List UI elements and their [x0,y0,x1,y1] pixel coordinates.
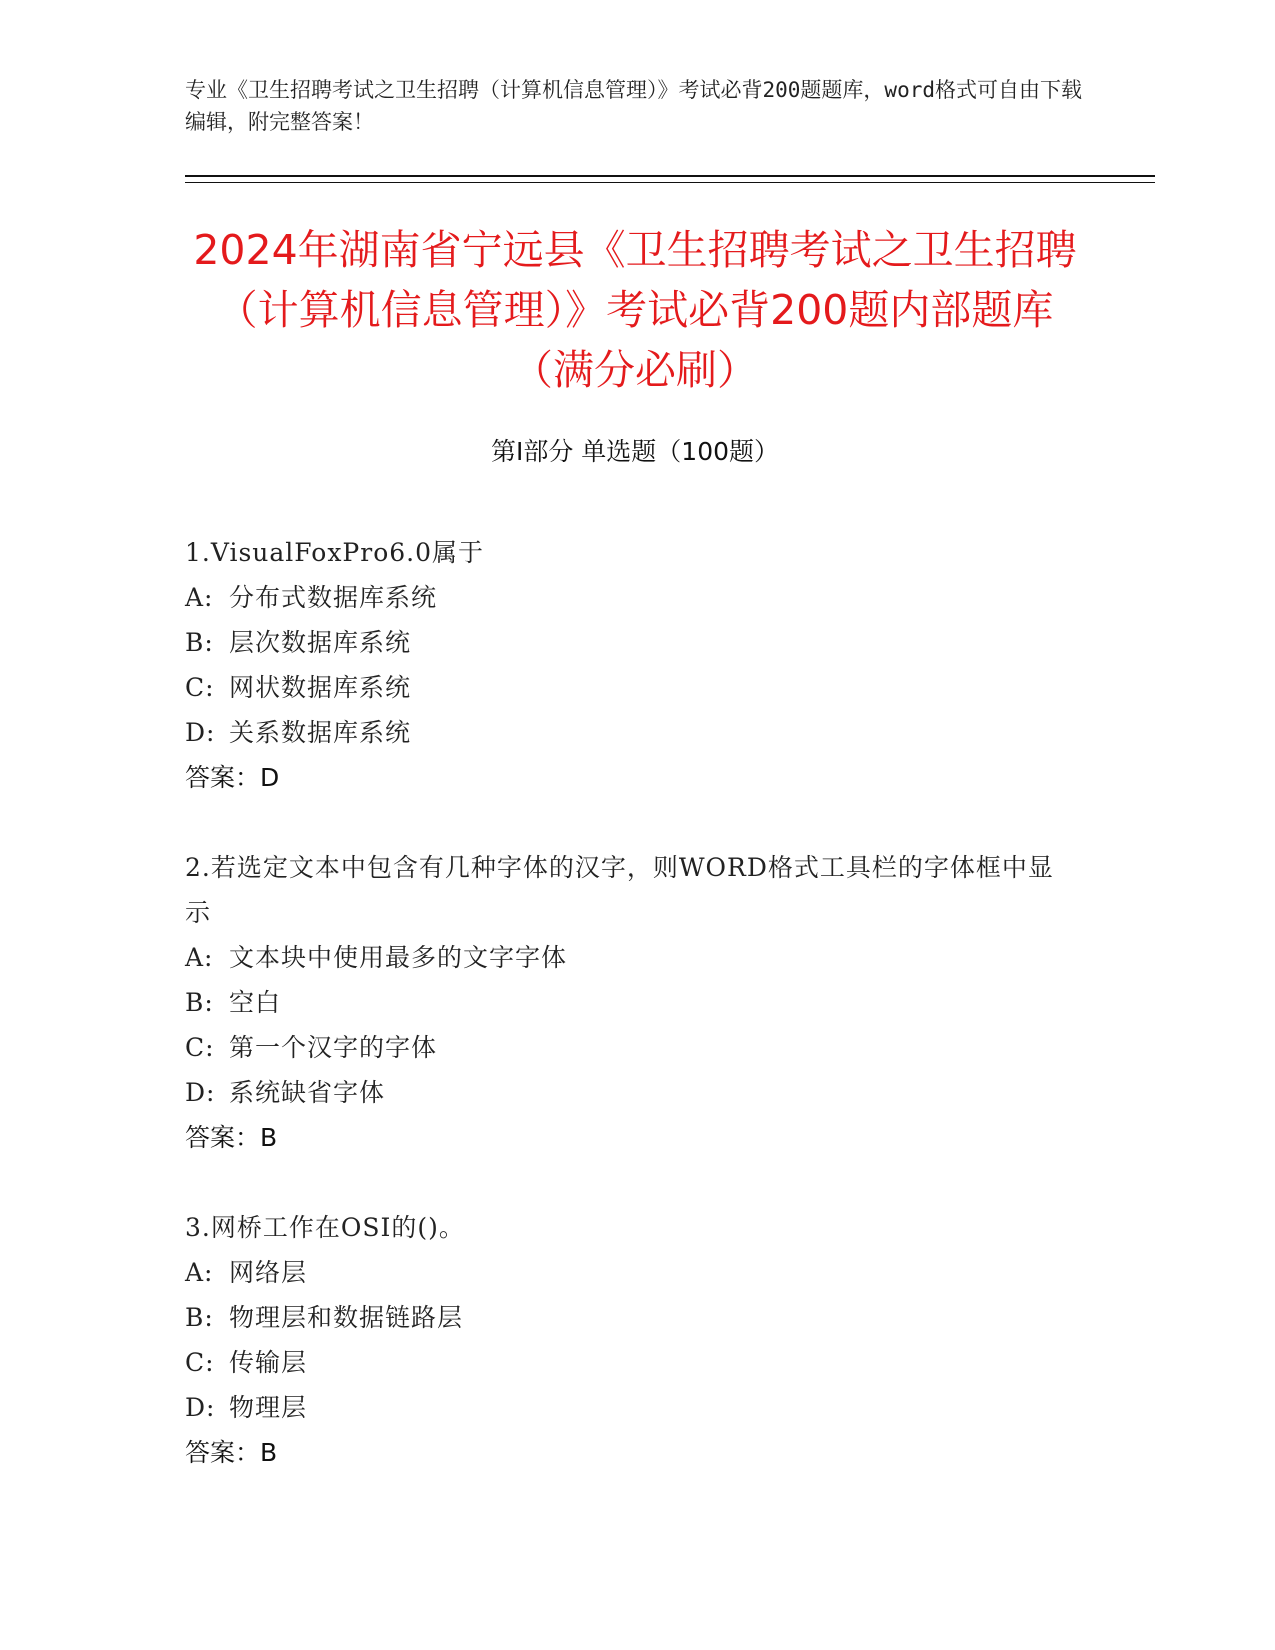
option-key: A: [185,943,214,972]
option-text: 分布式数据库系统 [229,583,438,612]
option-key: A: [185,583,214,612]
option-c [185,1340,1065,1385]
option-a [185,935,1065,980]
option-a [185,1250,1065,1295]
header-divider-thick [185,175,1155,177]
question-stem: 3.网桥工作在OSI的()。 [185,1213,465,1242]
header-divider-thin [185,182,1155,183]
answer-line: 答案：D [185,763,280,792]
option-key: B: [185,628,214,657]
question-item [185,845,1065,1160]
option-c [185,1025,1065,1070]
document-title: 2024年湖南省宁远县《卫生招聘考试之卫生招聘（计算机信息管理）》考试必背200题内部题库（满分必刷） [193,226,1077,394]
question-stem: 2.若选定文本中包含有几种字体的汉字，则WORD格式工具栏的字体框中显示 [185,853,1054,927]
option-text: 层次数据库系统 [229,628,412,657]
option-key: B: [185,988,214,1017]
option-text: 系统缺省字体 [229,1078,386,1107]
option-b [185,620,1065,665]
option-key: A: [185,1258,214,1287]
answer-line: 答案：B [185,1438,278,1467]
option-b [185,1295,1065,1340]
option-d [185,1070,1065,1115]
option-d [185,1385,1065,1430]
option-text: 传输层 [229,1348,308,1377]
option-key: D: [185,718,216,747]
option-key: B: [185,1303,214,1332]
option-text: 空白 [229,988,282,1017]
question-item [185,530,1065,800]
option-key: D: [185,1393,216,1422]
option-key: C: [185,1348,215,1377]
header-note: 专业《卫生招聘考试之卫生招聘（计算机信息管理）》考试必背200题题库，word格式可自由下载编辑，附完整答案！ [185,78,1082,134]
option-text: 网状数据库系统 [229,673,412,702]
question-item [185,1205,1065,1475]
option-text: 物理层 [229,1393,308,1422]
question-list [185,530,1065,1520]
option-text: 物理层和数据链路层 [229,1303,464,1332]
option-key: D: [185,1078,216,1107]
answer-line: 答案：B [185,1123,278,1152]
option-text: 关系数据库系统 [229,718,412,747]
option-b [185,980,1065,1025]
option-d [185,710,1065,755]
option-text: 第一个汉字的字体 [229,1033,438,1062]
section-heading: 第I部分 单选题（100题） [490,437,780,466]
option-a [185,575,1065,620]
option-key: C: [185,1033,215,1062]
option-c [185,665,1065,710]
question-stem: 1.VisualFoxPro6.0属于 [185,538,485,567]
option-text: 网络层 [229,1258,308,1287]
option-key: C: [185,673,215,702]
option-text: 文本块中使用最多的文字字体 [229,943,568,972]
